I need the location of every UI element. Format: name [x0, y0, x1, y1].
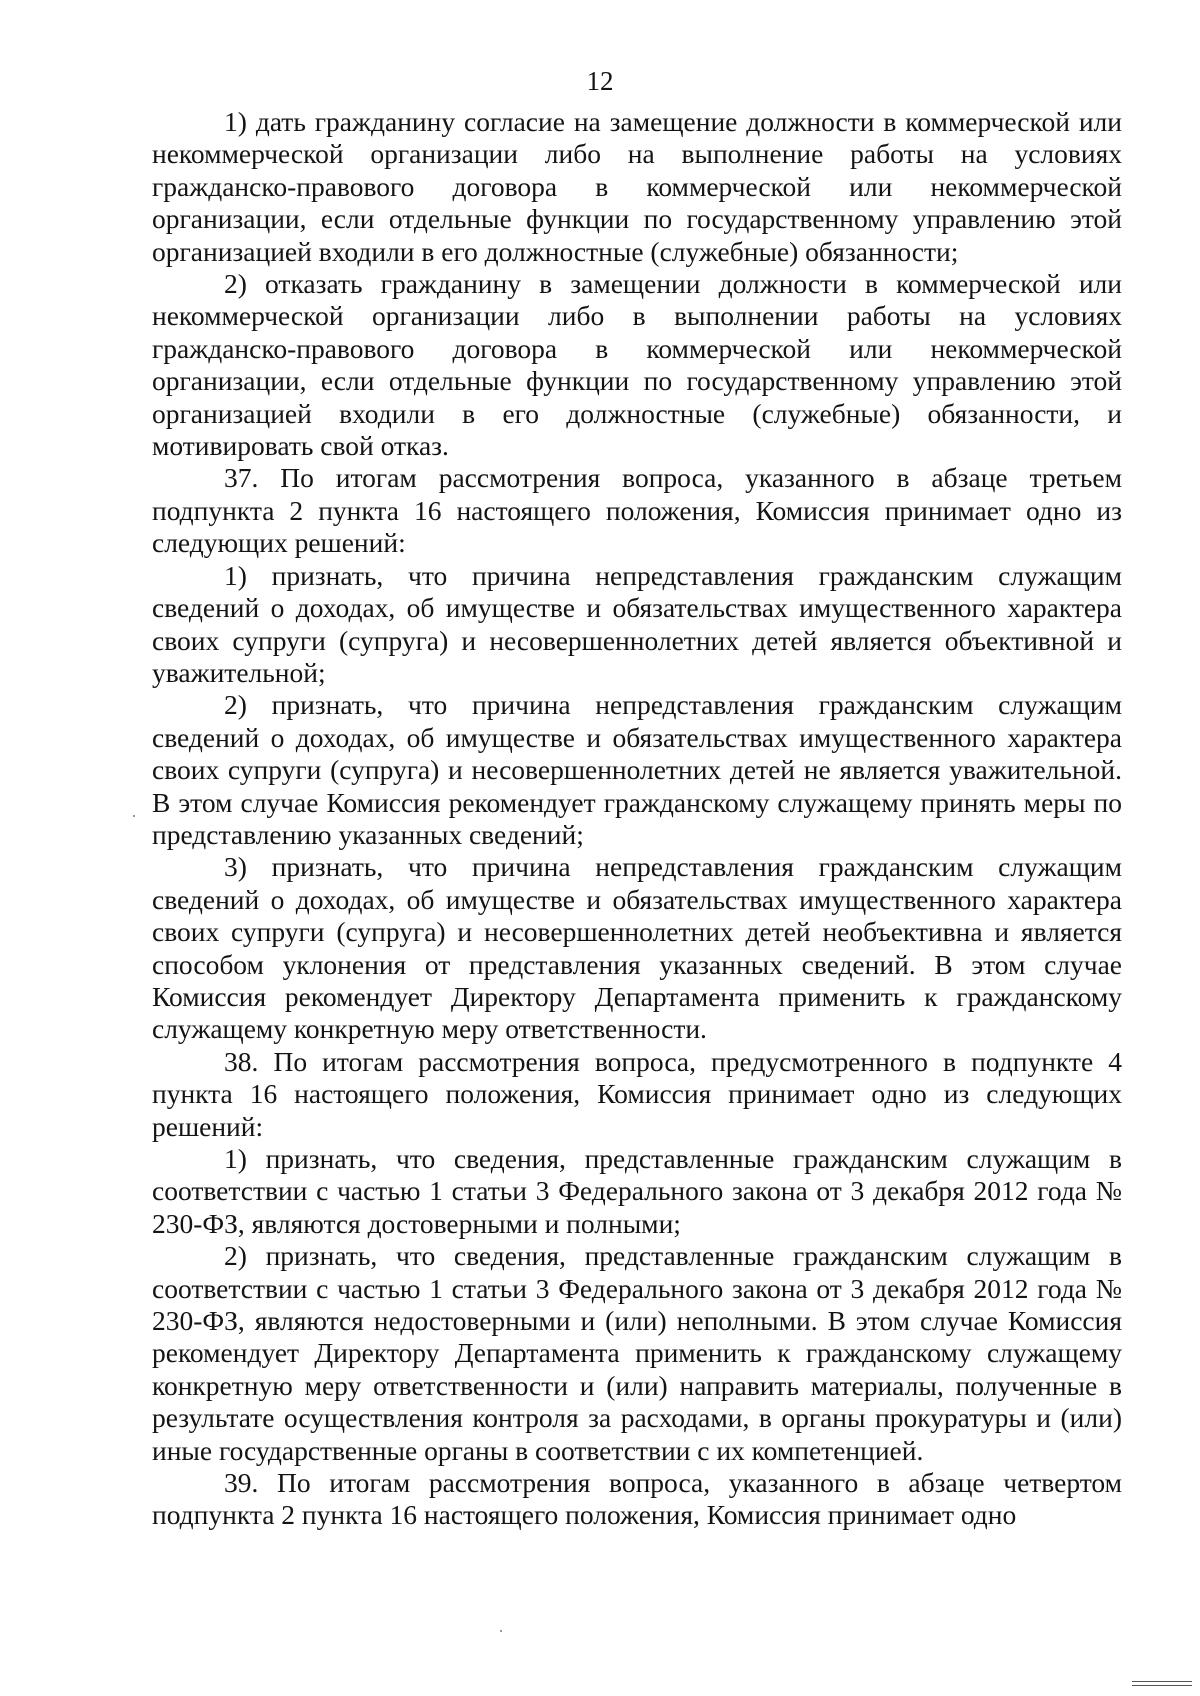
scan-speck	[133, 815, 135, 817]
paragraph-39: 39. По итогам рассмотрения вопроса, указанного в абзаце четвертом подпункта 2 пункта 16 настоящего положения, Комиссия принимает одно	[152, 1467, 1122, 1531]
scan-edge-mark	[1132, 1681, 1192, 1686]
paragraph-37-item-3: 3) признать, что причина непредставления гражданским служащим сведений о доходах, об имуществе и обязательствах имущественного характера своих супруги (супруга) и несовершеннолетних детей необъективна и является способом уклонения от представления указанных сведений. В этом случае Комиссия рекомендует Директору Департамента применить к гражданскому служащему конкретную меру ответственности.	[152, 851, 1122, 1045]
page-number: 12	[586, 66, 614, 96]
document-body	[152, 106, 1122, 1532]
paragraph-37-item-2: 2) признать, что причина непредставления гражданским служащим сведений о доходах, об имуществе и обязательствах имущественного характера своих супруги (супруга) и несовершеннолетних детей не является уважительной. В этом случае Комиссия рекомендует гражданскому служащему принять меры по представлению указанных сведений;	[152, 689, 1122, 850]
paragraph-38: 38. По итогам рассмотрения вопроса, предусмотренного в подпункте 4 пункта 16 настоящего положения, Комиссия принимает одно из следующих решений:	[152, 1045, 1122, 1142]
paragraph-37-item-1: 1) признать, что причина непредставления гражданским служащим сведений о доходах, об имуществе и обязательствах имущественного характера своих супруги (супруга) и несовершеннолетних детей является объективной и уважительной;	[152, 559, 1122, 688]
scan-speck	[500, 1630, 502, 1632]
paragraph-38-item-1: 1) признать, что сведения, представленные гражданским служащим в соответствии с частью 1 статьи 3 Федерального закона от 3 декабря 2012 года № 230-ФЗ, являются достоверными и полными;	[152, 1143, 1122, 1239]
paragraph-2-refuse: 2) отказать гражданину в замещении должности в коммерческой или некоммерческой организации либо в выполнении работы на условиях гражданско-правового договора в коммерческой или некоммерческой организации, если отдельные функции по государственному управлению этой организацией входили в его должностные (служебные) обязанности, и мотивировать свой отказ.	[152, 268, 1122, 462]
paragraph-37: 37. По итогам рассмотрения вопроса, указанного в абзаце третьем подпункта 2 пункта 16 настоящего положения, Комиссия принимает одно из следующих решений:	[152, 462, 1122, 559]
paragraph-38-item-2: 2) признать, что сведения, представленные гражданским служащим в соответствии с частью 1 статьи 3 Федерального закона от 3 декабря 2012 года № 230-ФЗ, являются недостоверными и (или) неполными. В этом случае Комиссия рекомендует Директору Департамента применить к гражданскому служащему конкретную меру ответственности и (или) направить материалы, полученные в результате осуществления контроля за расходами, в органы прокуратуры и (или) иные государственные органы в соответствии с их компетенцией.	[152, 1240, 1122, 1466]
paragraph-1-agree: 1) дать гражданину согласие на замещение должности в коммерческой или некоммерческой организации либо на выполнение работы на условиях гражданско-правового договора в коммерческой или некоммерческой организации, если отдельные функции по государственному управлению этой организацией входили в его должностные (служебные) обязанности;	[152, 106, 1122, 267]
